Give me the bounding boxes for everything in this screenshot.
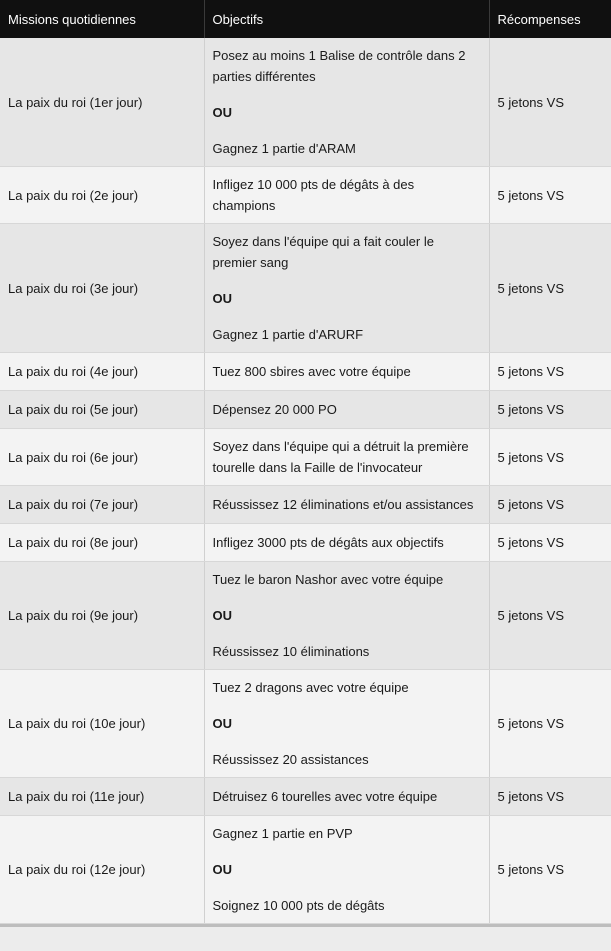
objective-text: Gagnez 1 partie en PVP	[212, 826, 353, 841]
objective-text: Réussissez 20 assistances	[212, 752, 369, 767]
objective-text: Réussissez 12 éliminations et/ou assistances	[212, 497, 474, 512]
objective-or-separator: OU	[212, 608, 232, 623]
objective-text: Soyez dans l'équipe qui a détruit la première tourelle dans la Faille de l'invocateur	[212, 439, 469, 475]
reward-cell: 5 jetons VS	[489, 391, 611, 429]
table-body	[0, 38, 611, 924]
objectives-cell	[204, 778, 489, 816]
objective-text: Infligez 10 000 pts de dégâts à des champions	[212, 177, 415, 213]
objectives-cell	[204, 353, 489, 391]
mission-name-cell: La paix du roi (9e jour)	[0, 562, 204, 670]
objectives-cell	[204, 224, 489, 353]
objectives-cell	[204, 562, 489, 670]
reward-cell: 5 jetons VS	[489, 670, 611, 778]
table-row	[0, 562, 611, 670]
objective-text: Soignez 10 000 pts de dégâts	[212, 898, 385, 913]
objective-text: Tuez 2 dragons avec votre équipe	[212, 680, 409, 695]
objective-text: Tuez 800 sbires avec votre équipe	[212, 364, 411, 379]
reward-cell: 5 jetons VS	[489, 816, 611, 924]
reward-cell: 5 jetons VS	[489, 429, 611, 486]
reward-cell: 5 jetons VS	[489, 38, 611, 167]
mission-name-cell: La paix du roi (5e jour)	[0, 391, 204, 429]
reward-cell: 5 jetons VS	[489, 524, 611, 562]
header-objectives: Objectifs	[204, 0, 489, 38]
objective-text: Posez au moins 1 Balise de contrôle dans 2 parties différentes	[212, 48, 466, 84]
table-header	[0, 0, 611, 38]
mission-name-cell: La paix du roi (11e jour)	[0, 778, 204, 816]
table-row	[0, 670, 611, 778]
objectives-cell	[204, 429, 489, 486]
objective-text: Soyez dans l'équipe qui a fait couler le premier sang	[212, 234, 434, 270]
objectives-cell	[204, 670, 489, 778]
objective-text: Tuez le baron Nashor avec votre équipe	[212, 572, 444, 587]
mission-name-cell: La paix du roi (4e jour)	[0, 353, 204, 391]
objective-text: Infligez 3000 pts de dégâts aux objectifs	[212, 535, 444, 550]
reward-cell: 5 jetons VS	[489, 562, 611, 670]
table-row	[0, 353, 611, 391]
mission-name-cell: La paix du roi (10e jour)	[0, 670, 204, 778]
objective-text: Dépensez 20 000 PO	[212, 402, 337, 417]
reward-cell: 5 jetons VS	[489, 353, 611, 391]
objectives-cell	[204, 391, 489, 429]
reward-cell: 5 jetons VS	[489, 167, 611, 224]
table-row	[0, 524, 611, 562]
objective-or-separator: OU	[212, 291, 232, 306]
reward-cell: 5 jetons VS	[489, 778, 611, 816]
objective-text: Gagnez 1 partie d'ARURF	[212, 327, 364, 342]
table-row	[0, 429, 611, 486]
mission-name-cell: La paix du roi (1er jour)	[0, 38, 204, 167]
reward-cell: 5 jetons VS	[489, 486, 611, 524]
objectives-cell	[204, 167, 489, 224]
mission-name-cell: La paix du roi (2e jour)	[0, 167, 204, 224]
table-row	[0, 391, 611, 429]
objective-or-separator: OU	[212, 105, 232, 120]
objectives-cell	[204, 524, 489, 562]
header-row	[0, 0, 611, 38]
mission-name-cell: La paix du roi (6e jour)	[0, 429, 204, 486]
table-row	[0, 224, 611, 353]
mission-name-cell: La paix du roi (7e jour)	[0, 486, 204, 524]
mission-name-cell: La paix du roi (3e jour)	[0, 224, 204, 353]
objectives-cell	[204, 816, 489, 924]
table-row	[0, 38, 611, 167]
table-row	[0, 816, 611, 924]
table-row	[0, 778, 611, 816]
objective-text: Réussissez 10 éliminations	[212, 644, 370, 659]
table-bottom-border	[0, 924, 611, 927]
objective-or-separator: OU	[212, 716, 232, 731]
reward-cell: 5 jetons VS	[489, 224, 611, 353]
header-missions: Missions quotidiennes	[0, 0, 204, 38]
objectives-cell	[204, 486, 489, 524]
table-row	[0, 486, 611, 524]
mission-name-cell: La paix du roi (12e jour)	[0, 816, 204, 924]
objectives-cell	[204, 38, 489, 167]
objective-or-separator: OU	[212, 862, 232, 877]
objective-text: Détruisez 6 tourelles avec votre équipe	[212, 789, 438, 804]
mission-name-cell: La paix du roi (8e jour)	[0, 524, 204, 562]
objective-text: Gagnez 1 partie d'ARAM	[212, 141, 356, 156]
table-row	[0, 167, 611, 224]
header-rewards: Récompenses	[489, 0, 611, 38]
